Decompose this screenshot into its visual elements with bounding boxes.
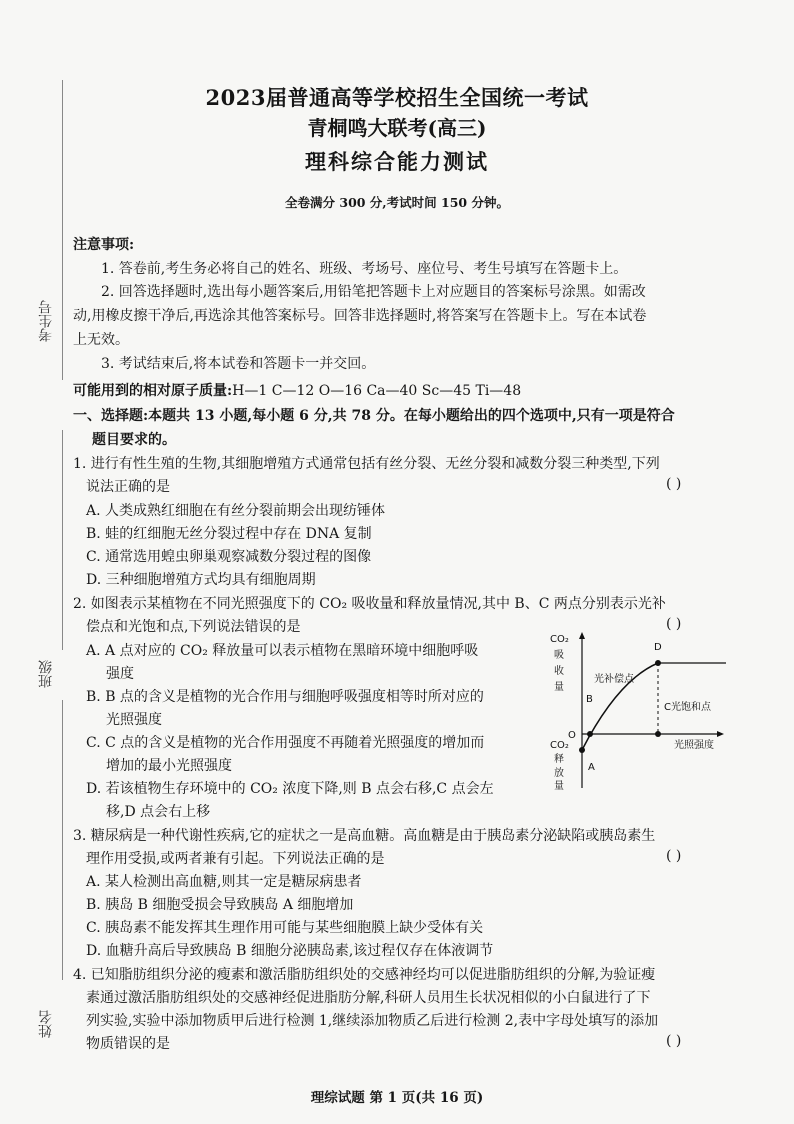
q3-stem: 3. 糖尿病是一种代谢性疾病,它的症状之一是高血糖。高血糖是由于胰岛素分泌缺陷或胰岛素生 xyxy=(73,828,656,844)
y-label-bottom-char-2: 释 xyxy=(554,754,564,765)
compensation-label: 光补偿点 xyxy=(594,674,634,685)
x-axis-label: 光照强度 xyxy=(674,740,714,751)
y-label-top-char-4: 量 xyxy=(554,682,564,693)
q3-option-a: A. 某人检测出高血糖,则其一定是糖尿病患者 xyxy=(86,874,362,890)
y-label-top xyxy=(550,634,569,693)
q2-option-d: D. 若该植物生存环境中的 CO₂ 浓度下降,则 B 点会右移,C 点会左 xyxy=(86,781,494,797)
page-footer: 理综试题 第 1 页(共 16 页) xyxy=(310,1090,484,1106)
exam-title: 2023届普通高等学校招生全国统一考试 xyxy=(205,85,589,110)
point-d-label: D xyxy=(654,642,662,653)
q2-option-d-cont: 移,D 点会右上移 xyxy=(106,804,211,820)
q4-stem-4: 物质错误的是 xyxy=(86,1036,170,1052)
q2-option-b-cont: 光照强度 xyxy=(106,712,162,728)
note-2a: 2. 回答选择题时,选出每小题答案后,用铅笔把答题卡上对应题目的答案标号涂黑。如需改 xyxy=(101,284,646,300)
q1-stem-cont: 说法正确的是 xyxy=(86,479,170,495)
note-1: 1. 答卷前,考生务必将自己的姓名、班级、考场号、座位号、考生号填写在答题卡上。 xyxy=(101,261,628,277)
q1-option-b: B. 蛙的红细胞无丝分裂过程中存在 DNA 复制 xyxy=(86,526,372,542)
y-label-bottom-char-1: CO₂ xyxy=(550,740,569,751)
q3-option-c: C. 胰岛素不能发挥其生理作用可能与某些细胞膜上缺少受体有关 xyxy=(86,920,484,936)
q1-answer-blank: ( ) xyxy=(666,476,682,492)
q2-option-c: C. C 点的含义是植物的光合作用强度不再随着光照强度的增加而 xyxy=(86,735,485,751)
side-label-exam-no: 考生号 xyxy=(38,300,54,342)
point-d xyxy=(655,660,661,666)
q3-stem-cont: 理作用受损,或两者兼有引起。下列说法正确的是 xyxy=(86,851,385,867)
q3-option-b: B. 胰岛 B 细胞受损会导致胰岛 A 细胞增加 xyxy=(86,897,354,913)
q2-option-a: A. A 点对应的 CO₂ 释放量可以表示植物在黑暗环境中细胞呼吸 xyxy=(86,643,479,659)
atomic-mass-label: 可能用到的相对原子质量: xyxy=(73,383,233,399)
co2-light-chart xyxy=(548,630,738,790)
point-c xyxy=(655,731,661,737)
y-axis-arrow xyxy=(579,632,585,639)
point-b xyxy=(587,731,593,737)
q4-stem-3: 列实验,实验中添加物质甲后进行检测 1,继续添加物质乙后进行检测 2,表中字母处填写的添加 xyxy=(86,1013,659,1029)
side-label-name: 姓名 xyxy=(38,1010,54,1038)
atomic-mass xyxy=(73,380,521,400)
q2-option-c-cont: 增加的最小光照强度 xyxy=(106,758,232,774)
q2-option-b: B. B 点的含义是植物的光合作用与细胞呼吸强度相等时所对应的 xyxy=(86,689,484,705)
origin-label: O xyxy=(568,730,576,741)
exam-subtitle: 青桐鸣大联考(高三) xyxy=(307,116,487,140)
side-label-class: 班级 xyxy=(38,660,54,688)
q2-answer-blank: ( ) xyxy=(666,616,682,632)
point-a-label: A xyxy=(588,762,595,773)
binding-line-mid xyxy=(62,430,63,650)
score-info: 全卷满分 300 分,考试时间 150 分钟。 xyxy=(285,195,509,210)
y-label-top-char-1: CO₂ xyxy=(550,634,569,645)
q1-option-c: C. 通常选用蝗虫卵巢观察减数分裂过程的图像 xyxy=(86,549,372,565)
q4-stem-2: 素通过激活脂肪组织处的交感神经促进脂肪分解,科研人员用生长状况相似的小白鼠进行了下 xyxy=(86,990,651,1006)
q1-option-a: A. 人类成熟红细胞在有丝分裂前期会出现纺锤体 xyxy=(86,503,386,519)
q3-answer-blank: ( ) xyxy=(666,848,682,864)
q1-stem: 1. 进行有性生殖的生物,其细胞增殖方式通常包括有丝分裂、无丝分裂和减数分裂三种类型,下列 xyxy=(73,456,660,472)
q1-option-d: D. 三种细胞增殖方式均具有细胞周期 xyxy=(86,572,316,588)
notes-heading: 注意事项: xyxy=(73,237,135,253)
y-label-bottom-char-4: 量 xyxy=(554,781,564,790)
subject-title: 理科综合能力测试 xyxy=(305,149,489,174)
q2-stem: 2. 如图表示某植物在不同光照强度下的 CO₂ 吸收量和释放量情况,其中 B、C 两点分别表示光补 xyxy=(73,596,666,612)
point-b-label: B xyxy=(586,694,593,705)
q4-answer-blank: ( ) xyxy=(666,1033,682,1049)
q2-option-a-cont: 强度 xyxy=(106,666,134,682)
section-heading: 一、选择题:本题共 13 小题,每小题 6 分,共 78 分。在每小题给出的四个选项中,只有一项是符合 xyxy=(73,408,675,424)
note-3: 3. 考试结束后,将本试卷和答题卡一并交回。 xyxy=(101,356,376,372)
q3-option-d: D. 血糖升高后导致胰岛 B 细胞分泌胰岛素,该过程仅存在体液调节 xyxy=(86,943,494,959)
point-c-label: C光饱和点 xyxy=(664,702,711,713)
section-heading-cont: 题目要求的。 xyxy=(92,432,176,448)
q4-stem: 4. 已知脂肪组织分泌的瘦素和激活脂肪组织处的交感神经均可以促进脂肪组织的分解,为验证瘦 xyxy=(73,967,656,983)
note-2b: 动,用橡皮擦干净后,再选涂其他答案标号。回答非选择题时,将答案写在答题卡上。写在本试卷 xyxy=(73,308,647,324)
note-2c: 上无效。 xyxy=(73,332,129,348)
y-label-bottom-char-3: 放 xyxy=(554,768,564,779)
y-label-top-char-2: 吸 xyxy=(554,650,564,661)
atomic-mass-values: H—1 C—12 O—16 Ca—40 Sc—45 Ti—48 xyxy=(232,383,522,399)
q2-stem-cont: 偿点和光饱和点,下列说法错误的是 xyxy=(86,619,301,635)
y-label-bottom xyxy=(550,740,569,790)
y-label-top-char-3: 收 xyxy=(554,666,564,677)
point-a xyxy=(579,747,585,753)
binding-line-bottom xyxy=(62,700,63,980)
x-axis-arrow xyxy=(717,731,724,737)
